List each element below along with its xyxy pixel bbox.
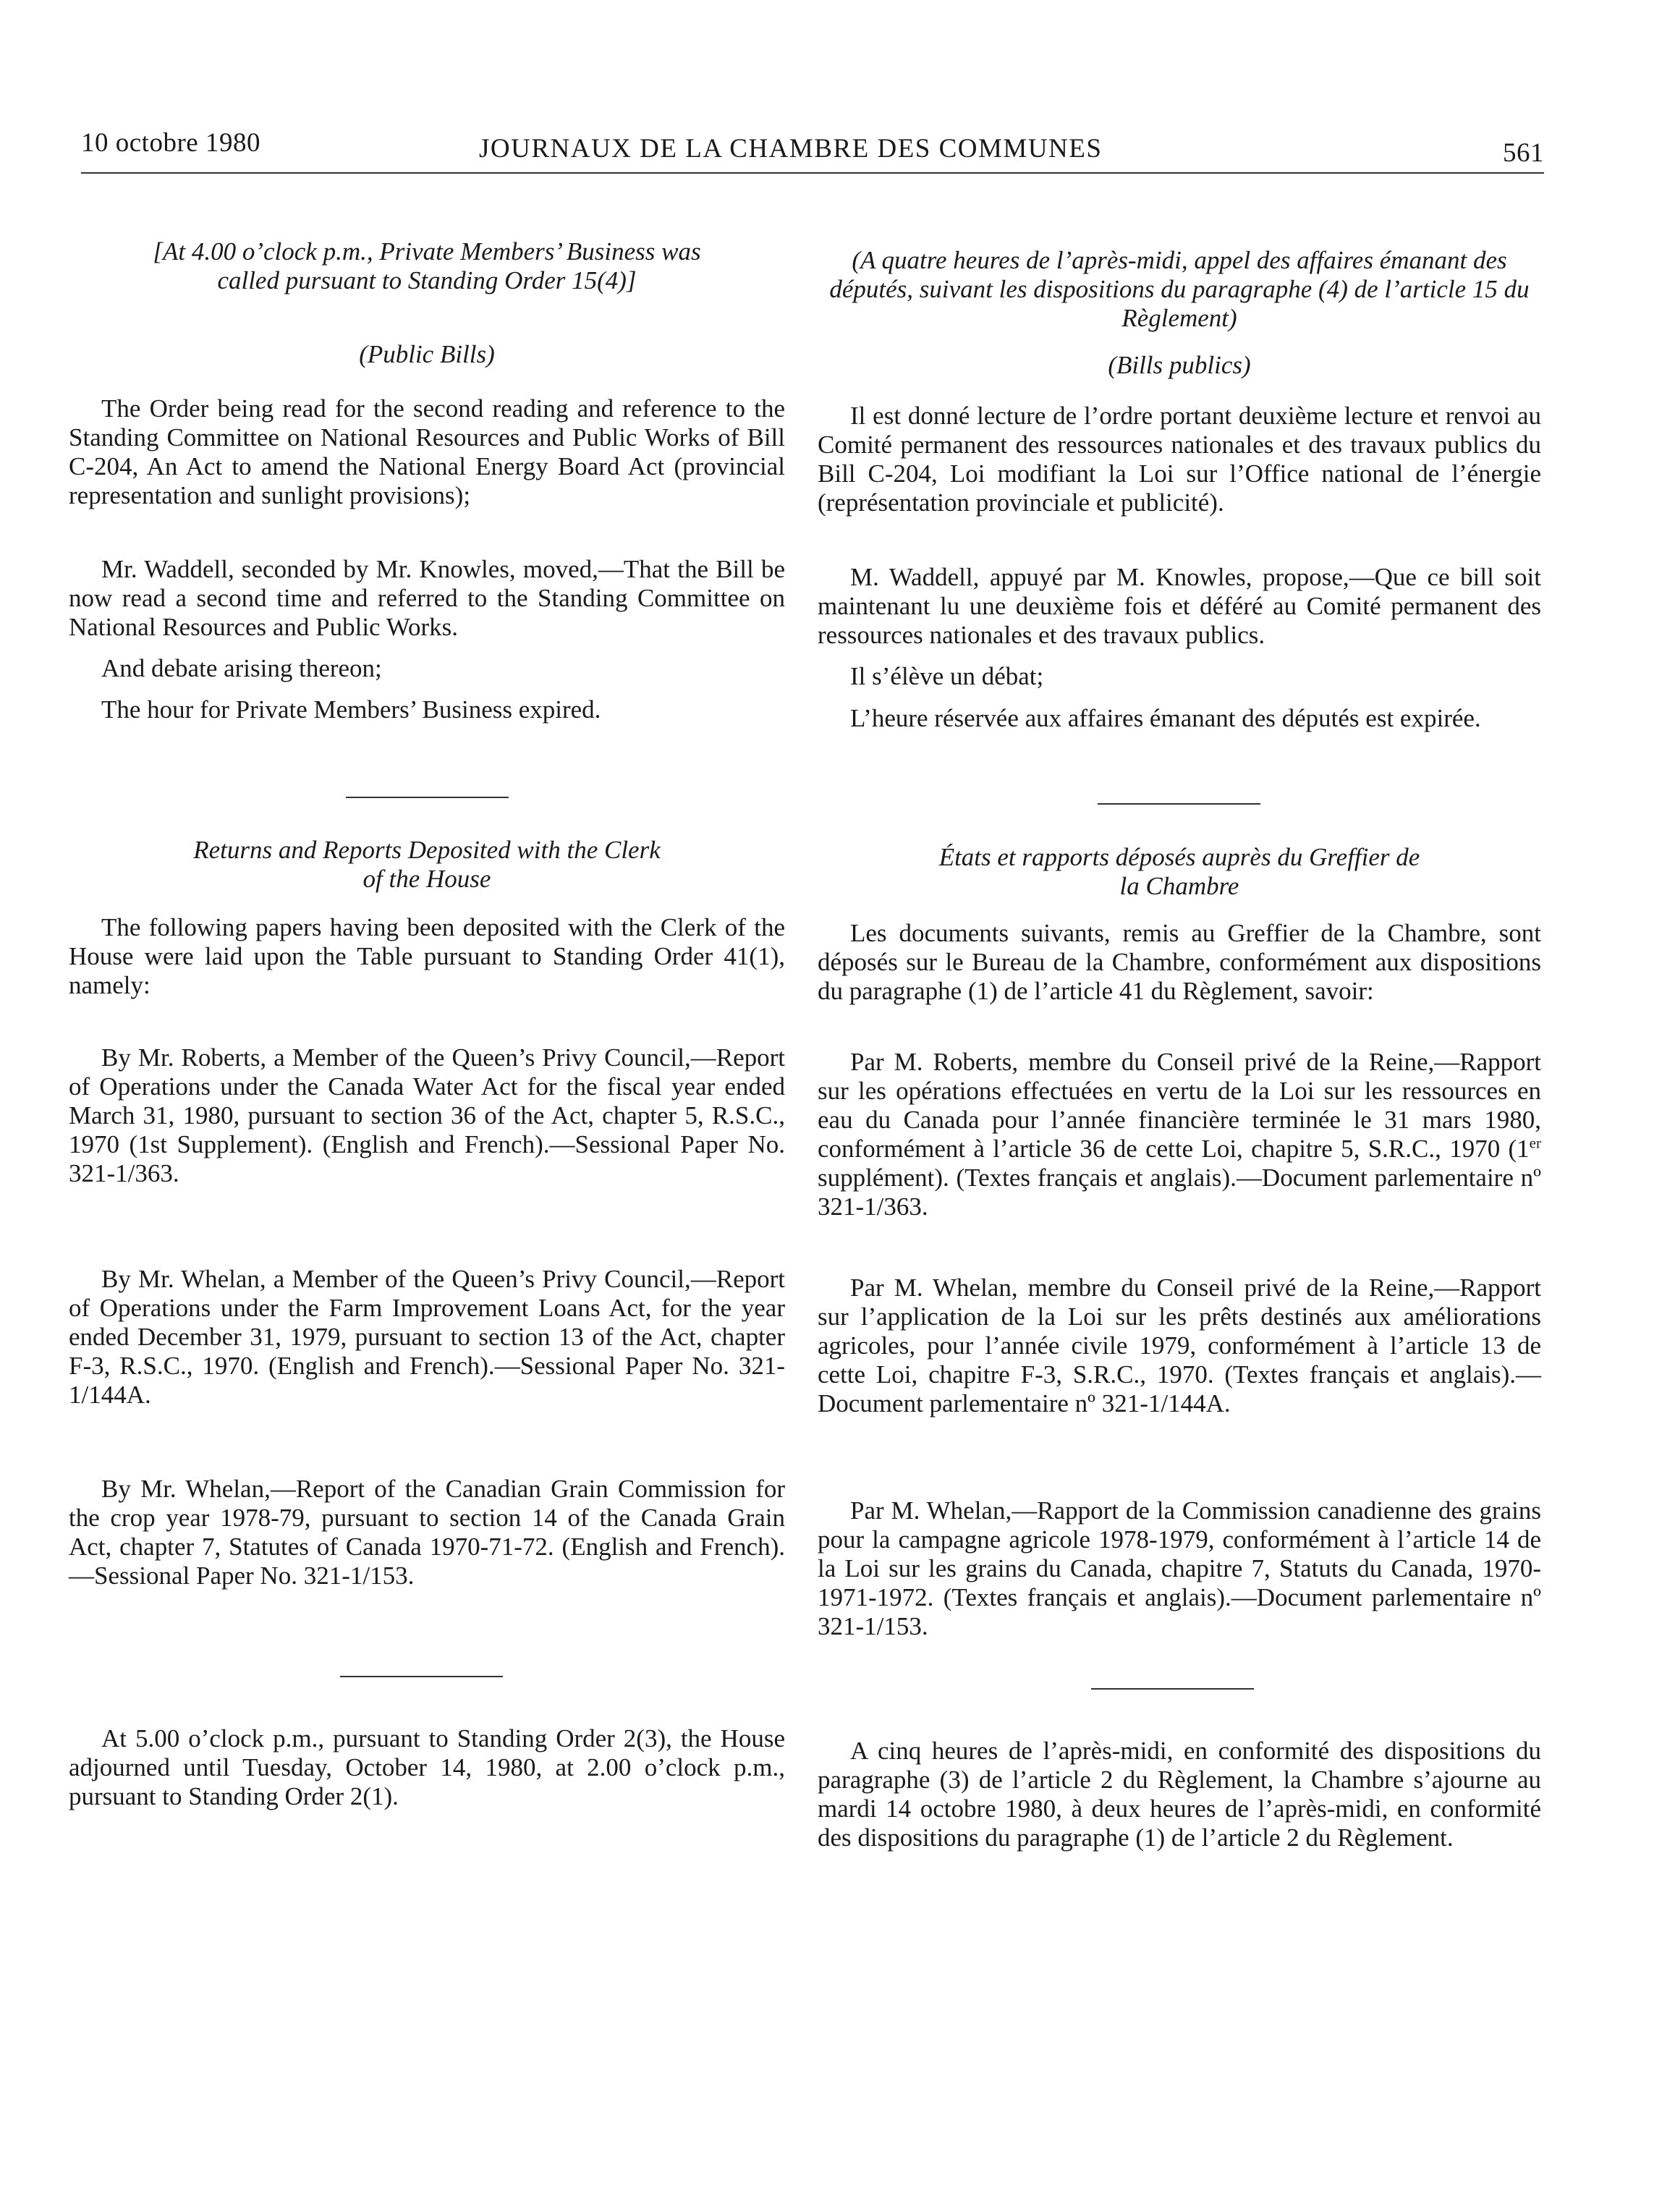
section-heading-returns: États et rapports déposés auprès du Greffier de la Chambre bbox=[938, 843, 1420, 900]
whelan-loans-paragraph: By Mr. Whelan, a Member of the Queen’s Privy Council,—Report of Operations under the Farm Improvement Loans Act, for the year ended December 31, 1979, pursuant to section 13 of the Act, chapter F-3, R.S.C., 1970. (English and French).—Sessional Paper No. 321-1/144A. bbox=[69, 1265, 785, 1409]
roberts-paragraph bbox=[818, 1048, 1541, 1221]
section-divider bbox=[346, 797, 509, 798]
section-heading-public-bills: (Public Bills) bbox=[359, 340, 495, 368]
whelan-grain-paragraph: By Mr. Whelan,—Report of the Canadian Grain Commission for the crop year 1978-79, pursuant to section 14 of the Canada Grain Act, chapter 7, Statutes of Canada 1970-71-72. (English and French).—Sessional Paper No. 321-1/153. bbox=[69, 1475, 785, 1590]
intro-heading: [At 4.00 o’clock p.m., Private Members’ Business was called pursuant to Standing Order 15(4)] bbox=[153, 237, 701, 294]
section-divider bbox=[1091, 1688, 1254, 1690]
expired-line: The hour for Private Members’ Business expired. bbox=[101, 695, 601, 724]
section-divider bbox=[1098, 803, 1260, 805]
debate-line: And debate arising thereon; bbox=[101, 654, 382, 682]
order-paragraph: Il est donné lecture de l’ordre portant deuxième lecture et renvoi au Comité permanent des ressources nationales et des travaux publics du Bill C-204, Loi modifiant la Loi sur l’Office national de l’énergie (représentation provinciale et publicité). bbox=[818, 402, 1541, 517]
expired-line: L’heure réservée aux affaires émanant des députés est expirée. bbox=[850, 704, 1481, 732]
header-page-number: 561 bbox=[1503, 138, 1544, 168]
roberts-text-b: supplément). (Textes français et anglais).—Document parlementaire nº 321-1/363. bbox=[818, 1164, 1541, 1221]
section-divider bbox=[340, 1676, 503, 1677]
intro-heading: (A quatre heures de l’après-midi, appel des affaires émanant des députés, suivant les dispositions du paragraphe (4) de l’article 15 du Règlement) bbox=[829, 246, 1530, 332]
papers-paragraph: Les documents suivants, remis au Greffier de la Chambre, sont déposés sur le Bureau de la Chambre, conformément aux dispositions du paragraphe (1) de l’article 41 du Règlement, savoir: bbox=[818, 919, 1541, 1005]
motion-paragraph: Mr. Waddell, seconded by Mr. Knowles, moved,—That the Bill be now read a second time and referred to the Standing Committee on National Resources and Public Works. bbox=[69, 555, 785, 641]
header-date: 10 octobre 1980 bbox=[81, 128, 260, 158]
debate-line: Il s’élève un débat; bbox=[850, 662, 1044, 690]
order-paragraph: The Order being read for the second reading and reference to the Standing Committee on National Resources and Public Works of Bill C-204, An Act to amend the National Energy Board Act (provincial representation and sunlight provisions); bbox=[69, 394, 785, 509]
section-heading-returns: Returns and Reports Deposited with the Clerk of the House bbox=[193, 836, 661, 893]
header-journal-title: JOURNAUX DE LA CHAMBRE DES COMMUNES bbox=[479, 134, 1103, 164]
roberts-paragraph: By Mr. Roberts, a Member of the Queen’s Privy Council,—Report of Operations under the Canada Water Act for the fiscal year ended March 31, 1980, pursuant to section 36 of the Act, chapter 5, R.S.C., 1970 (1st Supplement). (English and French).—Sessional Paper No. 321-1/363. bbox=[69, 1043, 785, 1187]
superscript-er: er bbox=[1529, 1134, 1541, 1152]
papers-paragraph: The following papers having been deposited with the Clerk of the House were laid upon the Table pursuant to Standing Order 41(1), namely: bbox=[69, 913, 785, 999]
header-rule bbox=[81, 172, 1544, 174]
whelan-loans-paragraph: Par M. Whelan, membre du Conseil privé de la Reine,—Rapport sur l’application de la Loi sur les prêts destinés aux améliorations agricoles, pour l’année civile 1979, conformément à l’article 13 de cette Loi, chapitre F-3, S.R.C., 1970. (Textes français et anglais).—Document parlementaire nº 321-1/144A. bbox=[818, 1274, 1541, 1418]
roberts-text-a: Par M. Roberts, membre du Conseil privé de la Reine,—Rapport sur les opérations effectuées en vertu de la Loi sur les ressources en eau du Canada pour l’année financière terminée le 31 mars 1980, conformément à l’article 36 de cette Loi, chapitre 5, S.R.C., 1970 (1 bbox=[818, 1048, 1541, 1163]
adjourn-paragraph: A cinq heures de l’après-midi, en conformité des dispositions du paragraphe (3) de l’article 2 du Règlement, la Chambre s’ajourne au mardi 14 octobre 1980, à deux heures de l’après-midi, en conformité des dispositions du paragraphe (1) de l’article 2 du Règlement. bbox=[818, 1737, 1541, 1852]
whelan-grain-paragraph: Par M. Whelan,—Rapport de la Commission canadienne des grains pour la campagne agricole 1978-1979, conformément à l’article 14 de la Loi sur les grains du Canada, chapitre 7, Statuts du Canada, 1970-1971-1972. (Textes français et anglais).—Document parlementaire nº 321-1/153. bbox=[818, 1496, 1541, 1640]
adjourn-paragraph: At 5.00 o’clock p.m., pursuant to Standing Order 2(3), the House adjourned until Tuesday, October 14, 1980, at 2.00 o’clock p.m., pursuant to Standing Order 2(1). bbox=[69, 1724, 785, 1810]
section-heading-public-bills: (Bills publics) bbox=[1108, 351, 1251, 379]
running-header bbox=[81, 124, 1544, 168]
motion-paragraph: M. Waddell, appuyé par M. Knowles, propose,—Que ce bill soit maintenant lu une deuxième fois et déféré au Comité permanent des ressources nationales et des travaux publics. bbox=[818, 563, 1541, 649]
